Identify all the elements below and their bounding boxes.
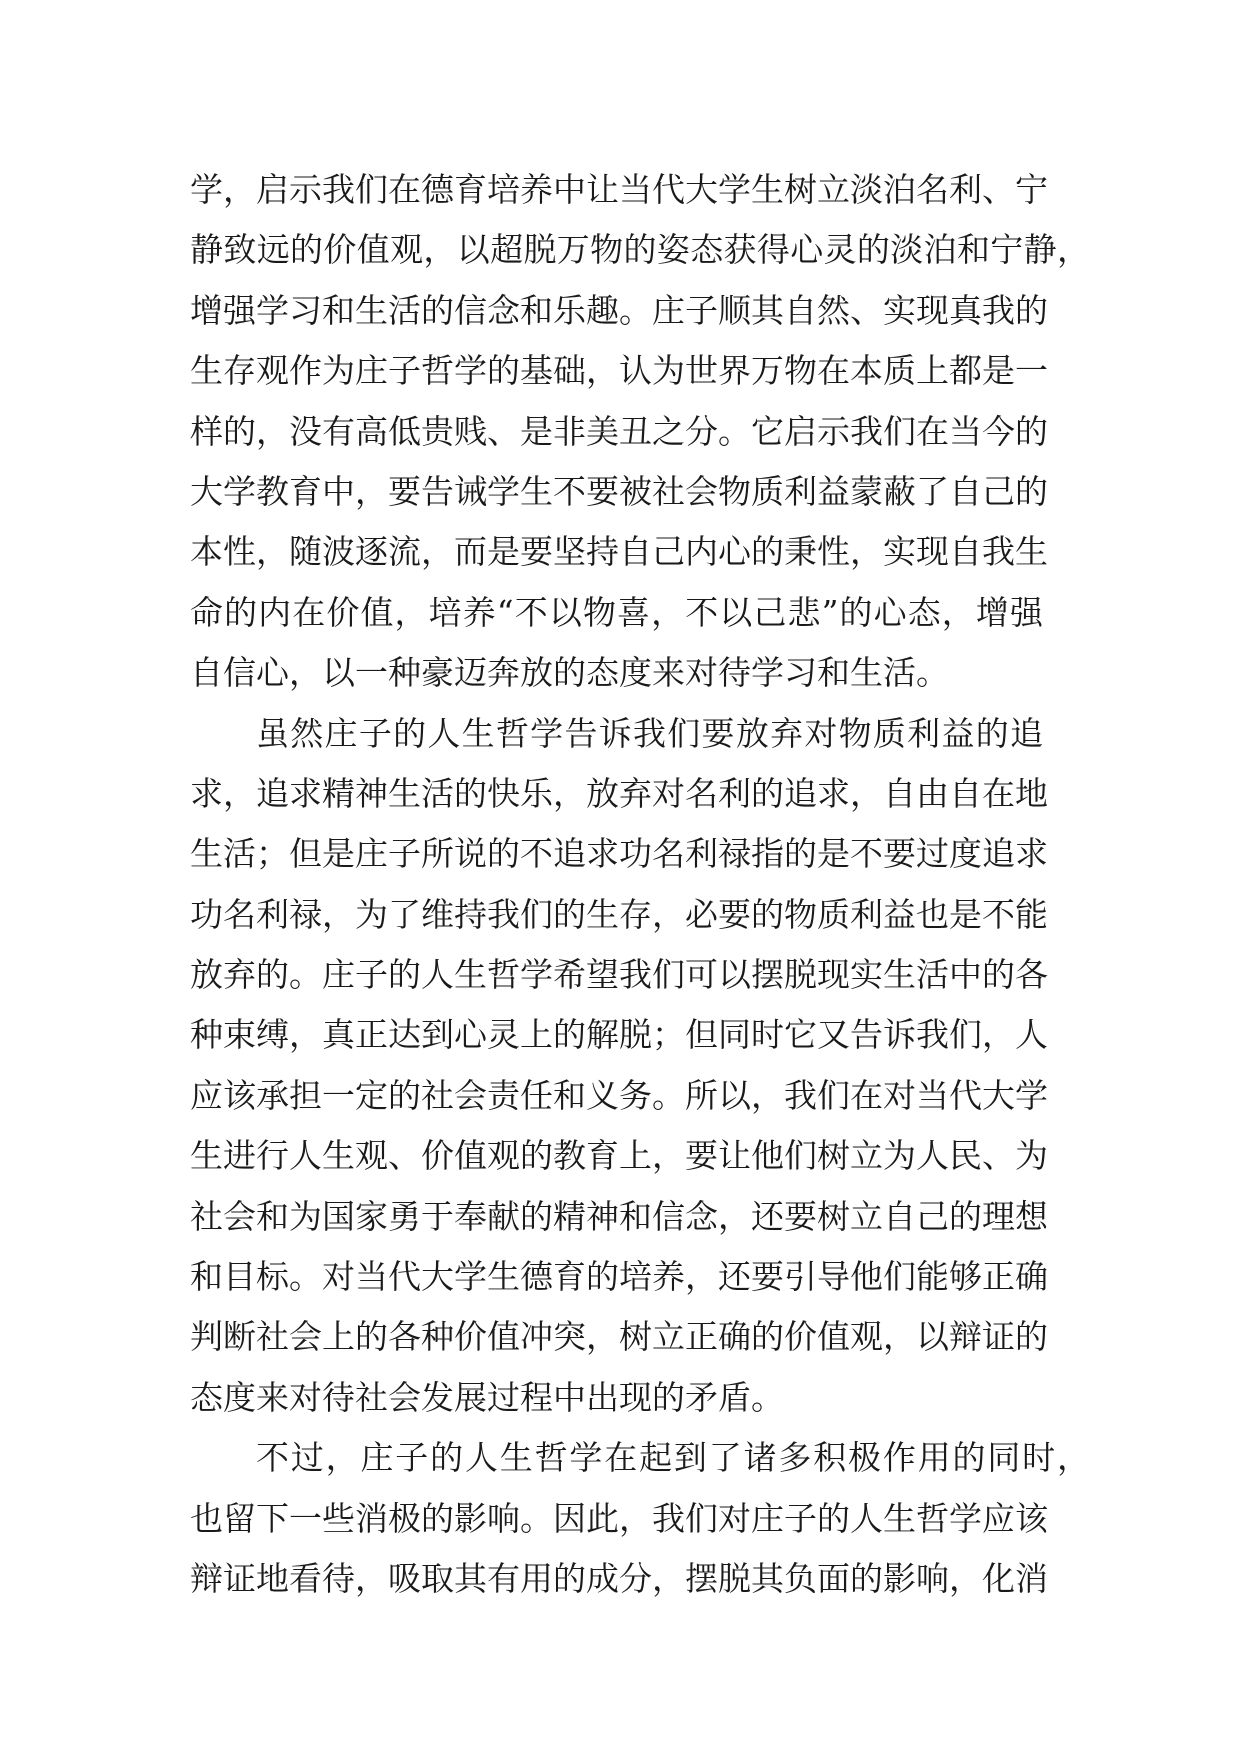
text-line: 增强学习和生活的信念和乐趣。庄子顺其自然、实现真我的: [190, 290, 1048, 330]
text-line: 应该承担一定的社会责任和义务。所以，我们在对当代大学: [190, 1075, 1048, 1115]
text-line: 功名利禄，为了维持我们的生存，必要的物质利益也是不能: [190, 894, 1048, 934]
body-text: [190, 160, 1090, 1609]
text-line: 放弃的。庄子的人生哲学希望我们可以摆脱现实生活中的各: [190, 955, 1048, 995]
text-line: 生活；但是庄子所说的不追求功名利禄指的是不要过度追求: [190, 834, 1048, 874]
text-line: 判断社会上的各种价值冲突，树立正确的价值观，以辩证的: [190, 1317, 1048, 1357]
text-line: 和目标。对当代大学生德育的培养，还要引导他们能够正确: [190, 1257, 1048, 1297]
paragraph-first-line: 不过，庄子的人生哲学在起到了诸多积极作用的同时，: [256, 1438, 1090, 1478]
text-line: 也留下一些消极的影响。因此，我们对庄子的人生哲学应该: [190, 1498, 1048, 1538]
text-line: 样的，没有高低贵贱、是非美丑之分。它启示我们在当今的: [190, 411, 1048, 451]
text-line: 本性，随波逐流，而是要坚持自己内心的秉性，实现自我生: [190, 532, 1048, 572]
text-line: 社会和为国家勇于奉献的精神和信念，还要树立自己的理想: [190, 1196, 1048, 1236]
text-line: 求，追求精神生活的快乐，放弃对名利的追求，自由自在地: [190, 773, 1048, 813]
text-line: 静致远的价值观，以超脱万物的姿态获得心灵的淡泊和宁静，: [190, 230, 1090, 270]
text-line: 生存观作为庄子哲学的基础，认为世界万物在本质上都是一: [190, 351, 1048, 391]
text-line: 自信心，以一种豪迈奔放的态度来对待学习和生活。: [190, 653, 949, 693]
text-line: 种束缚，真正达到心灵上的解脱；但同时它又告诉我们，人: [190, 1015, 1048, 1055]
text-line: 学，启示我们在德育培养中让当代大学生树立淡泊名利、宁: [190, 170, 1048, 209]
paragraph-first-line: 虽然庄子的人生哲学告诉我们要放弃对物质利益的追: [256, 713, 1043, 753]
text-line: 生进行人生观、价值观的教育上，要让他们树立为人民、为: [190, 1136, 1048, 1176]
text-line: 命的内在价值，培养“不以物喜，不以己悲”的心态，增强: [190, 592, 1043, 632]
text-line: 辩证地看待，吸取其有用的成分，摆脱其负面的影响，化消: [190, 1558, 1048, 1598]
text-line: 态度来对待社会发展过程中出现的矛盾。: [190, 1377, 784, 1417]
text-line: 大学教育中，要告诫学生不要被社会物质利益蒙蔽了自己的: [190, 471, 1048, 511]
